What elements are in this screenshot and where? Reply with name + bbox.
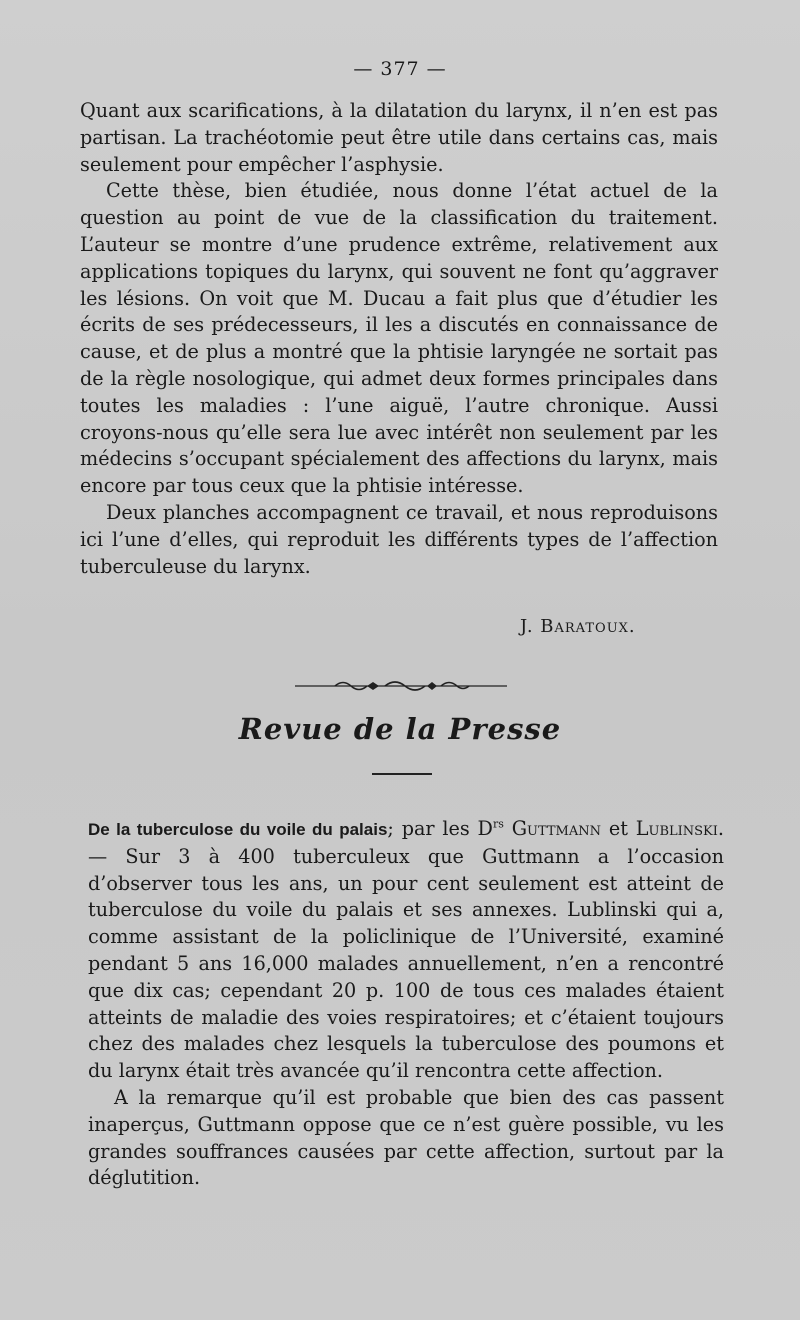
title-underline xyxy=(372,773,432,775)
ornamental-divider-icon xyxy=(295,676,507,694)
article-byline-prefix: ; par les D xyxy=(387,817,493,840)
paragraph-3: Deux planches accompagnent ce travail, et nous reproduisons ici l’une d’elles, qui reproduit les différents types de l’affection tuberculeuse du larynx. xyxy=(80,500,718,578)
doctors-abbrev: rs xyxy=(492,817,504,831)
author-lublinski: Lublinski. xyxy=(635,817,724,840)
section-title: Revue de la Presse xyxy=(238,712,562,746)
thesis-review-text xyxy=(80,98,718,580)
paragraph-1: Quant aux scarifications, à la dilatation du larynx, il n’en est pas partisan. La trachéotomie peut être utile dans certains cas, mais seulement pour empêcher l’asphysie. xyxy=(80,99,718,176)
signature-name: Baratoux. xyxy=(540,616,636,637)
article-paragraph-2: A la remarque qu’il est probable que bien des cas passent inaperçus, Guttmann oppose que ce n’est guère possible, vu les grandes souffrances causées par cette affection, surtout par la déglutition. xyxy=(88,1085,724,1190)
paragraph-2: Cette thèse, bien étudiée, nous donne l’état actuel de la question au point de vue de la classification du traitement. L’auteur se montre d’une prudence extrême, relativement aux applications topiques du larynx, qui souvent ne font qu’aggraver les lésions. On voit que M. Ducau a fait plus que d’étudier les écrits de ses prédecesseurs, il les a discutés en connaissance de cause, et de plus a montré que la phtisie laryngée ne sortait pas de la règle nosologique, qui admet deux formes principales dans toutes les maladies : l’une aiguë, l’autre chronique. Aussi croyons-nous qu’elle sera lue avec intérêt non seulement par les médecins s’occupant spécialement des affections du larynx, mais encore par tous ceux que la phtisie intéresse. xyxy=(80,179,718,498)
article-body-1: — Sur 3 à 400 tuberculeux que Guttmann a l’occasion d’observer tous les ans, un pour cent seulement est atteint de tuberculose du voile du palais et ses annexes. Lublinski qui a, comme assistant de la policlinique de l’Université, examiné pendant 5 ans 16,000 malades annuellement, n’en a rencontré que dix cas; cependant 20 p. 100 de tous ces malades étaient atteints de maladie des voies respiratoires; et c’étaient toujours chez des malades chez lesquels la tuberculose des poumons et du larynx était très avancée qu’il rencontra cette affection. xyxy=(88,844,724,1083)
signature-initial: J. xyxy=(520,616,534,637)
article-text xyxy=(88,816,724,1192)
author-guttmann: Guttmann xyxy=(511,817,602,840)
and-word: et xyxy=(608,817,628,840)
article-paragraph-1 xyxy=(88,816,724,1085)
signature xyxy=(520,616,636,637)
page-number: — 377 — xyxy=(353,58,447,80)
article-heading: De la tuberculose du voile du palais xyxy=(88,820,388,839)
